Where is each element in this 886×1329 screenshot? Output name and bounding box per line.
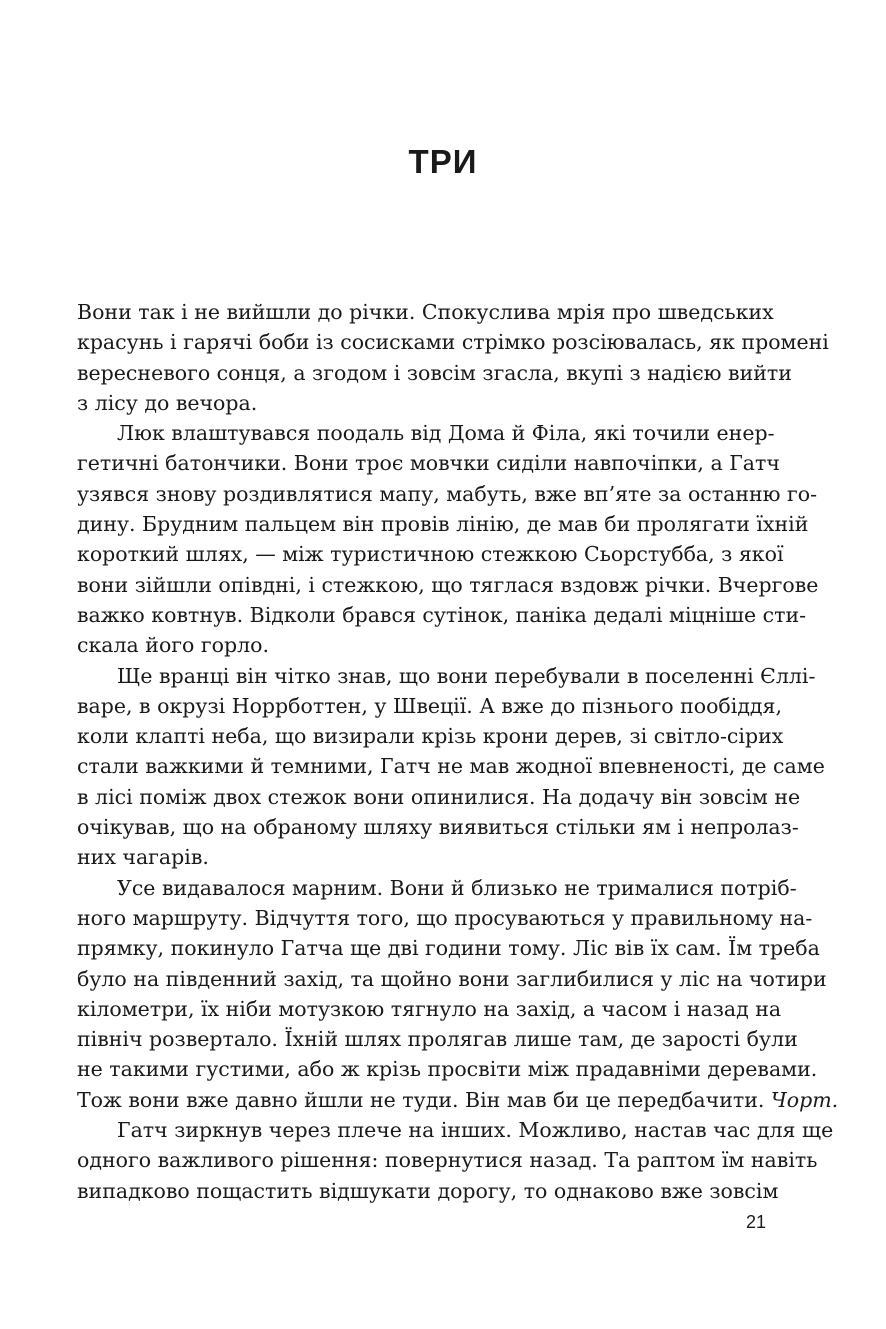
text-line: не такими густими, або ж крізь просвіти між прадавніми деревами. <box>77 1057 818 1082</box>
italic-word: Чорт. <box>770 1087 839 1112</box>
text-line <box>77 1085 839 1115</box>
text-line: кілометри, їх ніби мотузкою тягнуло на захід, а часом і назад на <box>77 996 782 1021</box>
text-line: скала його горло. <box>77 633 269 658</box>
text-line: важко ковтнув. Відколи брався сутінок, паніка дедалі міцніше сти- <box>77 602 807 627</box>
text-segment: Тож вони вже давно йшли не туди. Він мав би це передбачити. <box>77 1087 765 1112</box>
text-line: стали важкими й темними, Гатч не мав жодної впевненості, де саме <box>77 754 825 779</box>
text-line: Усе видавалося марним. Вони й близько не трималися потріб- <box>117 875 797 900</box>
text-line: вони зійшли опівдні, і стежкою, що тяглася вздовж річки. Вчергове <box>77 572 819 597</box>
body-text <box>77 297 839 1206</box>
text-line: Люк влаштувався поодаль від Дома й Філа, які точили енер- <box>117 421 775 446</box>
page-number: 21 <box>745 1212 766 1232</box>
text-line: ного маршруту. Відчуття того, що просуваються у правильному на- <box>77 905 813 930</box>
text-line: варе, в окрузі Норрботтен, у Швеції. А вже до пізнього пообіддя, <box>77 693 783 718</box>
text-line: них чагарів. <box>77 845 209 870</box>
text-line: дину. Брудним пальцем він провів лінію, де мав би пролягати їхній <box>77 512 809 537</box>
text-line: очікував, що на обраному шляху виявиться стільки ям і непролаз- <box>77 815 799 840</box>
text-line: Вони так і не вийшли до річки. Спокуслива мрія про шведських <box>77 300 774 324</box>
text-line: одного важливого рішення: повернутися назад. Та раптом їм навіть <box>77 1148 818 1173</box>
text-line: короткий шлях, — між туристичною стежкою Сьорстубба, з якої <box>77 542 784 567</box>
text-line: красунь і гарячі боби із сосисками стрімко розсіювалась, як промені <box>77 330 829 355</box>
text-line: було на південний захід, та щойно вони заглибилися у ліс на чотири <box>77 966 827 991</box>
text-line: коли клапті неба, що визирали крізь крони дерев, зі світло-сірих <box>77 724 784 749</box>
text-line: з лісу до вечора. <box>77 390 258 415</box>
text-line: північ розвертало. Їхній шлях пролягав лише там, де зарості були <box>77 1027 798 1052</box>
text-line: гетичні батончики. Вони троє мовчки сиділи навпочіпки, а Гатч <box>77 451 780 476</box>
text-line: в лісі поміж двох стежок вони опинилися. На додачу він зовсім не <box>77 784 801 809</box>
text-line: Ще вранці він чітко знав, що вони перебували в поселенні Єллі- <box>117 663 816 688</box>
chapter-title: ТРИ <box>408 143 478 180</box>
text-line: прямку, покинуло Гатча ще дві години тому. Ліс вів їх сам. Їм треба <box>77 936 820 961</box>
text-line: вересневого сонця, а згодом і зовсім згасла, вкупі з надією вийти <box>77 360 792 385</box>
text-line: випадково пощастить відшукати дорогу, то однаково вже зовсім <box>77 1178 779 1203</box>
text-line: Гатч зиркнув через плече на інших. Можливо, настав час для ще <box>117 1118 834 1143</box>
text-line: узявся знову роздивлятися мапу, мабуть, вже вп’яте за останню го- <box>77 481 818 506</box>
